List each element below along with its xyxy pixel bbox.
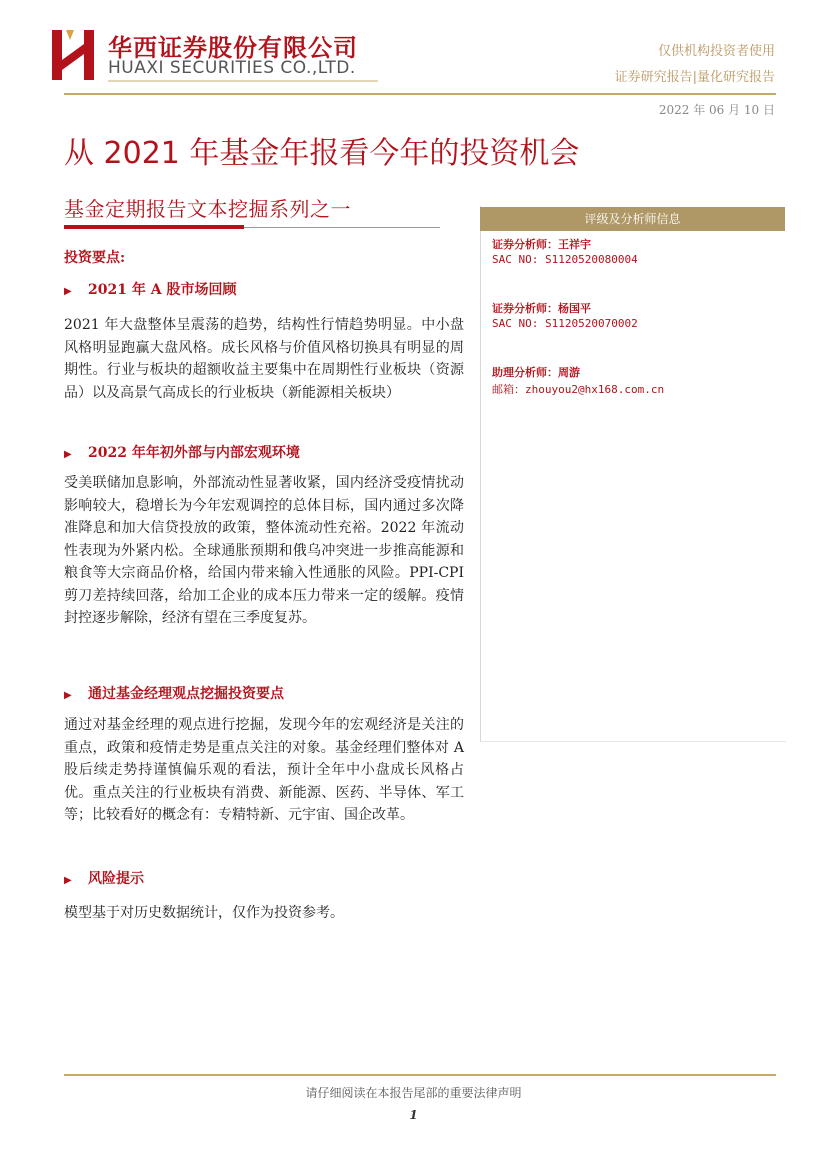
triangle-bullet-icon: ▶ (64, 875, 72, 886)
triangle-bullet-icon: ▶ (64, 449, 72, 460)
audience-note: 仅供机构投资者使用 (657, 44, 775, 59)
analyst-email: 邮箱：zhouyou2@hx168.com.cn (492, 383, 665, 396)
analyst-panel-header: 评级及分析师信息 (480, 207, 785, 231)
section-heading-text: 通过基金经理观点挖掘投资要点 (88, 686, 284, 702)
section-heading (64, 683, 284, 703)
analyst-info-panel (480, 206, 786, 742)
report-type: 证券研究报告|量化研究报告 (614, 70, 775, 85)
report-date: 2022 年 06 月 10 日 (658, 103, 775, 117)
footer-divider (64, 1074, 776, 1076)
company-name-cn: 华西证券股份有限公司 (108, 34, 358, 62)
huaxi-logo-icon (52, 30, 96, 80)
section-paragraph: 2021 年大盘整体呈震荡的趋势，结构性行情趋势明显。中小盘风格明显跑赢大盘风格。成长风格与价值风格切换具有明显的周期性。行业与板块的超额收益主要集中在周期性行业板块（资源品）以及高景气高成长的行业板块（新能源相关板块） (64, 317, 464, 401)
analyst-name: 证券分析师：王祥宇 (492, 238, 591, 251)
analyst-sac-number: SAC NO: S1120520070002 (492, 317, 638, 330)
subtitle-accent-bar (64, 225, 244, 229)
page-number: 1 (409, 1108, 418, 1122)
analyst-sac-number: SAC NO: S1120520080004 (492, 253, 638, 266)
header-divider (64, 93, 776, 95)
triangle-bullet-icon: ▶ (64, 286, 72, 297)
section-paragraph: 模型基于对历史数据统计，仅作为投资参考。 (64, 905, 344, 921)
section-heading-text: 2021 年 A 股市场回顾 (88, 282, 237, 298)
section-heading (64, 279, 236, 299)
legal-notice: 请仔细阅读在本报告尾部的重要法律声明 (305, 1086, 522, 1100)
subtitle-divider (244, 227, 440, 228)
triangle-bullet-icon: ▶ (64, 690, 72, 701)
company-name-en: HUAXI SECURITIES CO.,LTD. (108, 58, 356, 78)
logo-divider (108, 80, 378, 82)
section-paragraph: 受美联储加息影响，外部流动性显著收紧，国内经济受疫情扰动影响较大，稳增长为今年宏观调控的总体目标，国内通过多次降准降息和加大信贷投放的政策，整体流动性充裕。2022 年流动性表现为外紧内松。全球通胀预期和俄乌冲突进一步推高能源和粮食等大宗商品价格，给国内带来输入性通胀的风险。PPI-CPI 剪刀差持续回落，给加工企业的成本压力带来一定的缓解。疫情封控逐步解除，经济有望在三季度复苏。 (64, 475, 464, 626)
analyst-name: 助理分析师：周游 (492, 366, 580, 379)
section-paragraph: 通过对基金经理的观点进行挖掘，发现今年的宏观经济是关注的重点，政策和疫情走势是重点关注的对象。基金经理们整体对 A 股后续走势持谨慎偏乐观的看法，预计全年中小盘成长风格占优。重点关注的行业板块有消费、新能源、医药、半导体、军工等；比较看好的概念有：专精特新、元宇宙、国企改革。 (64, 717, 464, 823)
section-heading (64, 868, 144, 888)
section-heading-text: 2022 年年初外部与内部宏观环境 (88, 445, 300, 461)
analyst-name: 证券分析师：杨国平 (492, 302, 591, 315)
section-heading-text: 风险提示 (88, 871, 144, 887)
key-points-label: 投资要点: (64, 250, 126, 266)
report-subtitle: 基金定期报告文本挖掘系列之一 (64, 197, 351, 221)
section-heading (64, 442, 300, 462)
report-title: 从 2021 年基金年报看今年的投资机会 (64, 136, 580, 171)
